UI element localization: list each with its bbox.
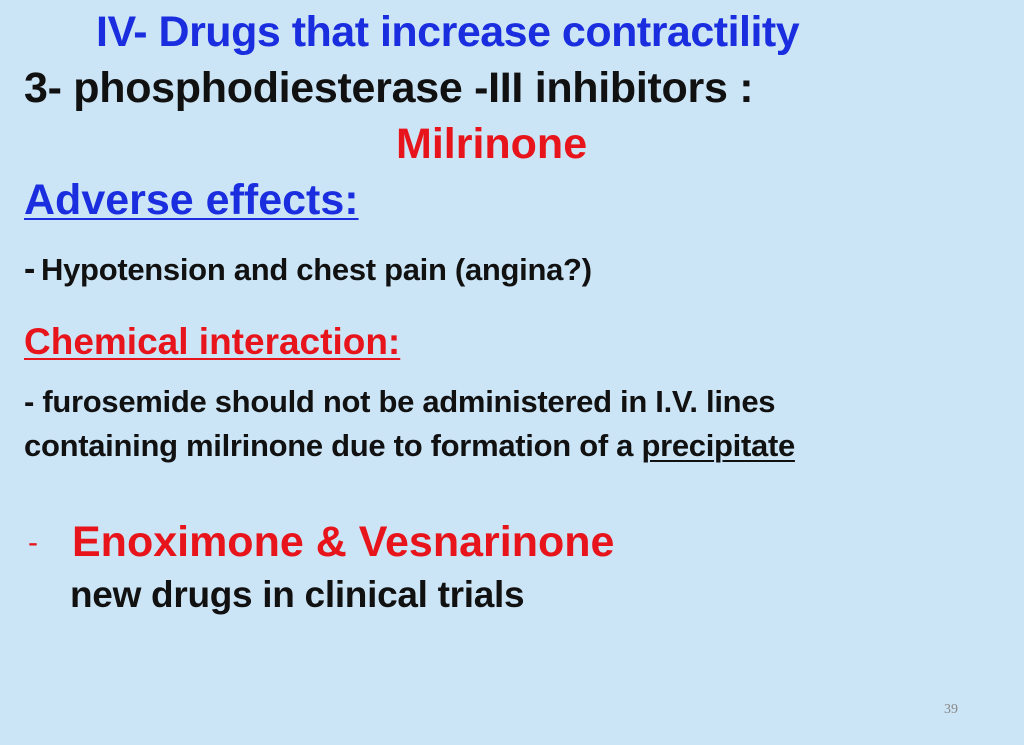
slide-title: IV- Drugs that increase contractility	[96, 8, 800, 56]
slide-number: 39	[944, 702, 958, 717]
adverse-effects-text: Hypotension and chest pain (angina?)	[41, 252, 592, 287]
adverse-effects-heading: Adverse effects:	[24, 176, 359, 224]
chemical-interaction-line-2	[24, 424, 795, 468]
bullet-dash: -	[24, 250, 36, 288]
new-drugs-note: new drugs in clinical trials	[70, 574, 525, 615]
new-drugs-names: Enoximone & Vesnarinone	[72, 518, 615, 566]
precipitate-emphasis: precipitate	[641, 428, 795, 463]
slide-subtitle: 3- phosphodiesterase -III inhibitors :	[24, 64, 754, 112]
chemical-interaction-text	[24, 380, 795, 468]
drug-name: Milrinone	[396, 120, 588, 168]
new-drugs-bullet-dash: -	[28, 526, 38, 559]
adverse-effects-item	[24, 250, 592, 289]
chemical-interaction-line-1: - furosemide should not be administered in I.V. lines	[24, 384, 776, 419]
chemical-interaction-heading: Chemical interaction:	[24, 321, 401, 362]
chemical-interaction-line-2-text: containing milrinone due to formation of a	[24, 428, 642, 463]
